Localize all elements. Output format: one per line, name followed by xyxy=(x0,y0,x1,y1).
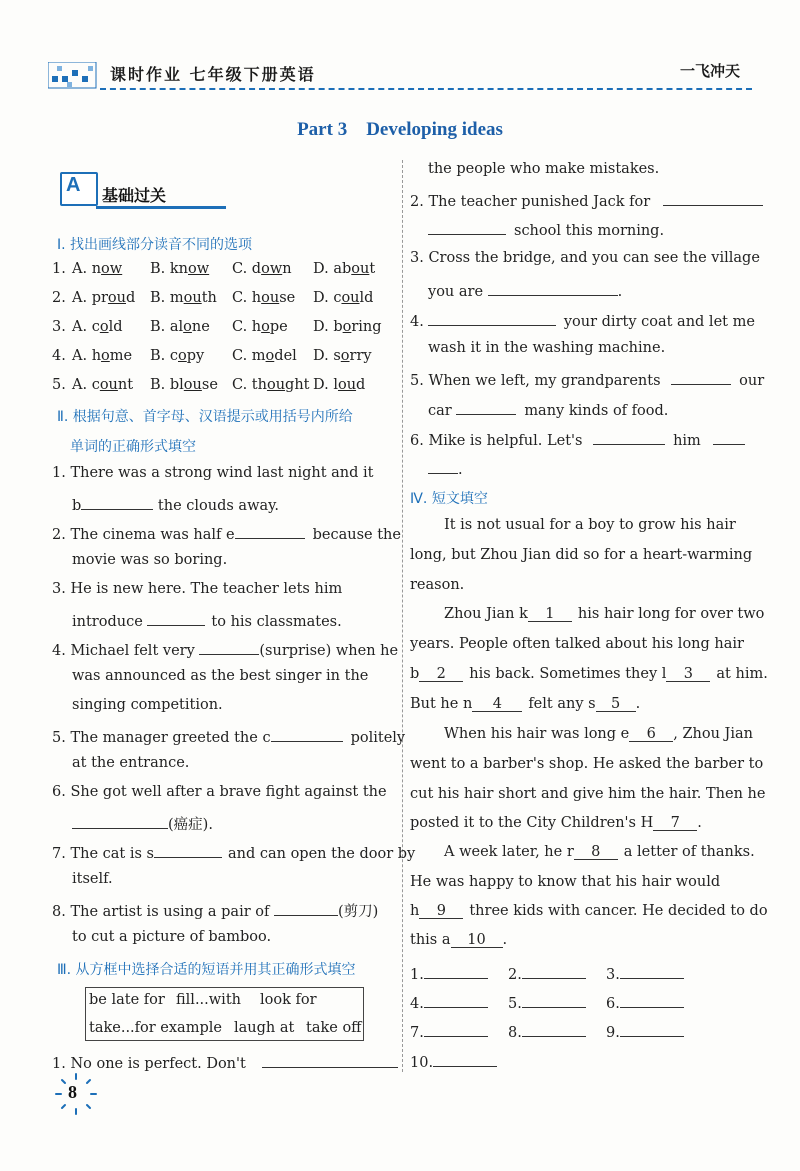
option-text: A. xyxy=(72,290,92,306)
option-text: bl xyxy=(169,377,184,393)
phrase-look-for: look for xyxy=(260,992,317,1008)
underlined-letters: o xyxy=(178,348,187,364)
q3-4-line1: 4. your dirty coat and let me xyxy=(410,311,755,330)
answer-blank[interactable] xyxy=(620,993,684,1008)
q1-number: 4. xyxy=(52,348,66,364)
option-text: l xyxy=(333,377,338,393)
option-text: D. xyxy=(313,348,334,364)
passage-p4-line3: h 9 three kids with cancer. He decided to do xyxy=(410,903,768,919)
answer-2: 2. xyxy=(508,964,586,983)
option-text: th xyxy=(251,377,267,393)
underlined-letters: ou xyxy=(337,377,357,393)
q2-1-line1: 1. There was a strong wind last night and it xyxy=(52,465,374,481)
option-text: t xyxy=(369,261,376,277)
q2-8-line1: 8. The artist is using a pair of (剪刀) xyxy=(52,901,378,920)
underlined-letters: o xyxy=(261,319,270,335)
option-text: D. xyxy=(313,377,334,393)
passage-blank-8[interactable]: 8 xyxy=(574,845,618,860)
q1-option[interactable] xyxy=(232,262,292,277)
answer-blank[interactable] xyxy=(262,1053,398,1068)
passage-p4-line2: He was happy to know that his hair would xyxy=(410,874,721,890)
q3-3-line2: you are . xyxy=(428,281,622,300)
q1-option[interactable] xyxy=(150,320,210,335)
option-text: d xyxy=(126,290,136,306)
passage-blank-9[interactable]: 9 xyxy=(419,904,463,919)
answer-8: 8. xyxy=(508,1022,586,1041)
part-title: Part 3 Developing ideas xyxy=(297,119,503,140)
passage-p2-line1: Zhou Jian k 1 his hair long for over two xyxy=(444,606,765,622)
q1-option[interactable] xyxy=(150,349,204,364)
option-text: C. xyxy=(232,290,252,306)
q1-option[interactable] xyxy=(313,378,365,393)
underlined-letters: ou xyxy=(99,377,118,393)
option-text: h xyxy=(251,290,262,306)
underlined-letters: o xyxy=(101,348,110,364)
option-text: pe xyxy=(269,319,288,335)
answer-1: 1. xyxy=(410,964,488,983)
q1-option[interactable] xyxy=(150,262,209,277)
answer-6: 6. xyxy=(606,993,684,1012)
q1-number: 2. xyxy=(52,290,66,306)
passage-blank-4[interactable]: 4 xyxy=(472,697,522,712)
q1-option[interactable] xyxy=(232,378,310,393)
option-text: c xyxy=(91,319,100,335)
section-1-heading: Ⅰ. 找出画线部分读音不同的选项 xyxy=(57,237,253,253)
underlined-letters: o xyxy=(340,348,350,364)
answer-blank[interactable] xyxy=(713,430,745,445)
underlined-letters: ou xyxy=(266,377,286,393)
answer-blank[interactable] xyxy=(428,220,506,235)
underlined-letters: ow xyxy=(188,261,210,277)
passage-p2-line4: But he n 4 felt any s 5 . xyxy=(410,696,641,712)
header-decoration-icon xyxy=(48,62,98,90)
q1-option[interactable] xyxy=(150,291,217,306)
q2-4-line3: singing competition. xyxy=(72,697,223,713)
q2-5-line2: at the entrance. xyxy=(72,755,190,771)
option-text: h xyxy=(251,319,262,335)
underlined-letters: ou xyxy=(183,290,202,306)
option-text: d xyxy=(356,377,366,393)
q1-option[interactable] xyxy=(232,349,297,364)
passage-blank-1[interactable]: 1 xyxy=(528,607,572,622)
passage-blank-3[interactable]: 3 xyxy=(666,667,710,682)
header-title: 课时作业 七年级下册英语 xyxy=(110,65,316,84)
section-2-heading-cont: 单词的正确形式填空 xyxy=(70,439,196,455)
option-text: se xyxy=(201,377,218,393)
option-text: D. xyxy=(313,261,334,277)
option-text: B. xyxy=(150,377,170,393)
answer-blank[interactable] xyxy=(72,814,168,829)
q1-option[interactable] xyxy=(313,349,372,364)
phrase-box xyxy=(85,987,364,1041)
passage-p1-line2: long, but Zhou Jian did so for a heart-warming xyxy=(410,547,753,563)
answer-10: 10. xyxy=(410,1052,497,1071)
q1-option[interactable] xyxy=(72,320,122,335)
passage-p3-line3: cut his hair short and give him the hair. Then he xyxy=(410,786,766,802)
passage-p2-line2: years. People often talked about his long hair xyxy=(410,636,744,652)
option-text: D. xyxy=(313,319,334,335)
answer-7: 7. xyxy=(410,1022,488,1041)
answer-blank[interactable] xyxy=(620,1022,684,1037)
option-text: nt xyxy=(117,377,134,393)
q1-number: 1. xyxy=(52,261,66,277)
underlined-letters: o xyxy=(342,319,352,335)
q1-option[interactable] xyxy=(313,320,382,335)
passage-p3-line1: When his hair was long e 6 , Zhou Jian xyxy=(444,726,753,742)
q1-option[interactable] xyxy=(72,291,135,306)
option-text: C. xyxy=(232,319,252,335)
column-divider xyxy=(402,160,403,1072)
option-text: n xyxy=(282,261,292,277)
option-text: A. xyxy=(72,261,92,277)
underlined-letters: ou xyxy=(351,261,370,277)
option-text: B. xyxy=(150,261,170,277)
underlined-letters: ou xyxy=(183,377,202,393)
option-text: C. xyxy=(232,261,252,277)
underlined-letters: o xyxy=(265,348,275,364)
q2-1-line2: b the clouds away. xyxy=(72,495,279,514)
q1-option[interactable] xyxy=(72,349,132,364)
option-text: th xyxy=(201,290,217,306)
q1-option[interactable] xyxy=(313,262,375,277)
section-a-title: 基础过关 xyxy=(102,186,167,205)
q2-7-line2: itself. xyxy=(72,871,113,887)
underlined-letters: ou xyxy=(261,290,280,306)
answer-blank[interactable] xyxy=(271,727,343,742)
passage-p1-line3: reason. xyxy=(410,577,465,593)
q1-option[interactable] xyxy=(232,291,295,306)
passage-p4-line4: this a 10 . xyxy=(410,932,508,948)
answer-blank[interactable] xyxy=(428,311,556,326)
q1-option[interactable] xyxy=(150,378,218,393)
answer-blank[interactable] xyxy=(424,964,488,979)
option-text: ne xyxy=(191,319,210,335)
option-text: del xyxy=(274,348,297,364)
option-text: s xyxy=(333,348,341,364)
header-brand: 一飞冲天 xyxy=(680,62,741,80)
header-divider xyxy=(100,88,752,90)
answer-5: 5. xyxy=(508,993,586,1012)
answer-blank[interactable] xyxy=(274,901,338,916)
passage-p1-line1: It is not usual for a boy to grow his hair xyxy=(444,517,736,533)
underlined-letters: ou xyxy=(107,290,126,306)
answer-blank[interactable] xyxy=(620,964,684,979)
option-text: A. xyxy=(72,377,92,393)
answer-4: 4. xyxy=(410,993,488,1012)
passage-blank-7[interactable]: 7 xyxy=(653,816,697,831)
phrase-fill-with: fill...with xyxy=(176,992,241,1008)
q2-5-line1: 5. The manager greeted the c politely xyxy=(52,727,405,746)
option-text: pr xyxy=(91,290,108,306)
q2-8-line2: to cut a picture of bamboo. xyxy=(72,929,272,945)
q3-2-line1: 2. The teacher punished Jack for xyxy=(410,191,763,210)
section-3-heading: Ⅲ. 从方框中选择合适的短语并用其正确形式填空 xyxy=(57,962,356,978)
q2-3-line1: 3. He is new here. The teacher lets him xyxy=(52,581,343,597)
option-text: c xyxy=(333,290,342,306)
q2-4-line2: was announced as the best singer in the xyxy=(72,668,369,684)
option-text: ld xyxy=(108,319,123,335)
q1-option[interactable] xyxy=(313,291,373,306)
q2-2-line2: movie was so boring. xyxy=(72,552,228,568)
option-text: kn xyxy=(169,261,188,277)
passage-p3-line4: posted it to the City Children's H 7 . xyxy=(410,815,702,831)
q3-1-line2: the people who make mistakes. xyxy=(428,161,660,177)
option-text: m xyxy=(251,348,266,364)
answer-blank[interactable] xyxy=(424,1022,488,1037)
option-text: C. xyxy=(232,377,252,393)
option-text: b xyxy=(333,319,343,335)
section-a-letter: A xyxy=(66,174,81,196)
answer-9: 9. xyxy=(606,1022,684,1041)
q3-5-line1: 5. When we left, my grandparents our xyxy=(410,370,764,389)
q2-3-line2: introduce to his classmates. xyxy=(72,611,342,630)
page-number: 8 xyxy=(68,1082,77,1102)
q1-option[interactable] xyxy=(232,320,288,335)
q3-4-line2: wash it in the washing machine. xyxy=(428,340,666,356)
phrase-take-for-example: take...for example xyxy=(89,1020,222,1036)
section-2-heading: Ⅱ. 根据句意、首字母、汉语提示或用括号内所给 xyxy=(57,409,353,425)
answer-blank[interactable] xyxy=(428,459,458,474)
option-text: ld xyxy=(359,290,374,306)
option-text: C. xyxy=(232,348,252,364)
q3-2-line2: school this morning. xyxy=(428,220,664,239)
option-text: d xyxy=(251,261,262,277)
answer-blank[interactable] xyxy=(663,191,763,206)
option-text: al xyxy=(169,319,184,335)
passage-p4-line1: A week later, he r 8 a letter of thanks. xyxy=(444,844,755,860)
underlined-letters: ow xyxy=(101,261,123,277)
option-text: A. xyxy=(72,348,92,364)
underlined-letters: ou xyxy=(341,290,360,306)
answer-3: 3. xyxy=(606,964,684,983)
answer-blank[interactable] xyxy=(671,370,731,385)
answer-blank[interactable] xyxy=(522,993,586,1008)
option-text: ab xyxy=(333,261,352,277)
phrase-take-off: take off xyxy=(306,1020,362,1036)
answer-blank[interactable] xyxy=(433,1052,497,1067)
q2-6-line1: 6. She got well after a brave fight against the xyxy=(52,784,387,800)
underlined-letters: o xyxy=(99,319,109,335)
passage-p2-line3: b 2 his back. Sometimes they l 3 at him. xyxy=(410,666,768,682)
q3-3-line1: 3. Cross the bridge, and you can see the village xyxy=(410,250,760,266)
option-text: se xyxy=(279,290,296,306)
q3-1-line1: 1. No one is perfect. Don't xyxy=(52,1053,398,1072)
passage-blank-5[interactable]: 5 xyxy=(596,697,636,712)
q1-number: 3. xyxy=(52,319,66,335)
answer-blank[interactable] xyxy=(456,400,516,415)
answer-blank[interactable] xyxy=(235,524,305,539)
answer-blank[interactable] xyxy=(81,495,153,510)
phrase-be-late-for: be late for xyxy=(89,992,165,1008)
option-text: rry xyxy=(349,348,372,364)
answer-blank[interactable] xyxy=(593,430,665,445)
option-text: ght xyxy=(285,377,310,393)
option-text: ring xyxy=(351,319,382,335)
underlined-letters: ow xyxy=(261,261,283,277)
answer-blank[interactable] xyxy=(522,1022,586,1037)
option-text: m xyxy=(169,290,184,306)
section-a-underline xyxy=(96,206,226,209)
q3-5-line2: car many kinds of food. xyxy=(428,400,668,419)
option-text: py xyxy=(186,348,205,364)
q2-6-line2: (癌症). xyxy=(72,814,213,833)
option-text: n xyxy=(91,261,102,277)
answer-blank[interactable] xyxy=(154,843,222,858)
option-text: A. xyxy=(72,319,92,335)
q3-6-line1: 6. Mike is helpful. Let's him xyxy=(410,430,745,449)
option-text: B. xyxy=(150,290,170,306)
option-text: B. xyxy=(150,348,170,364)
q3-6-line2: . xyxy=(428,459,463,478)
option-text: me xyxy=(109,348,133,364)
q1-option[interactable] xyxy=(72,378,133,393)
passage-p3-line2: went to a barber's shop. He asked the barber to xyxy=(410,756,764,772)
answer-blank[interactable] xyxy=(199,640,259,655)
passage-blank-10[interactable]: 10 xyxy=(451,933,503,948)
q2-7-line1: 7. The cat is s and can open the door by xyxy=(52,843,415,862)
q2-2-line1: 2. The cinema was half e because the xyxy=(52,524,401,543)
q1-number: 5. xyxy=(52,377,66,393)
answer-blank[interactable] xyxy=(522,964,586,979)
option-text: h xyxy=(91,348,102,364)
option-text: c xyxy=(91,377,100,393)
q1-option[interactable] xyxy=(72,262,122,277)
option-text: D. xyxy=(313,290,334,306)
section-4-heading: Ⅳ. 短文填空 xyxy=(410,491,488,507)
passage-blank-6[interactable]: 6 xyxy=(629,727,673,742)
option-text: B. xyxy=(150,319,170,335)
option-text: c xyxy=(169,348,178,364)
q2-4-line1: 4. Michael felt very (surprise) when he xyxy=(52,640,398,659)
answer-blank[interactable] xyxy=(147,611,205,626)
underlined-letters: o xyxy=(183,319,192,335)
passage-blank-2[interactable]: 2 xyxy=(419,667,463,682)
answer-blank[interactable] xyxy=(424,993,488,1008)
phrase-laugh-at: laugh at xyxy=(234,1020,295,1036)
answer-blank[interactable] xyxy=(488,281,618,296)
